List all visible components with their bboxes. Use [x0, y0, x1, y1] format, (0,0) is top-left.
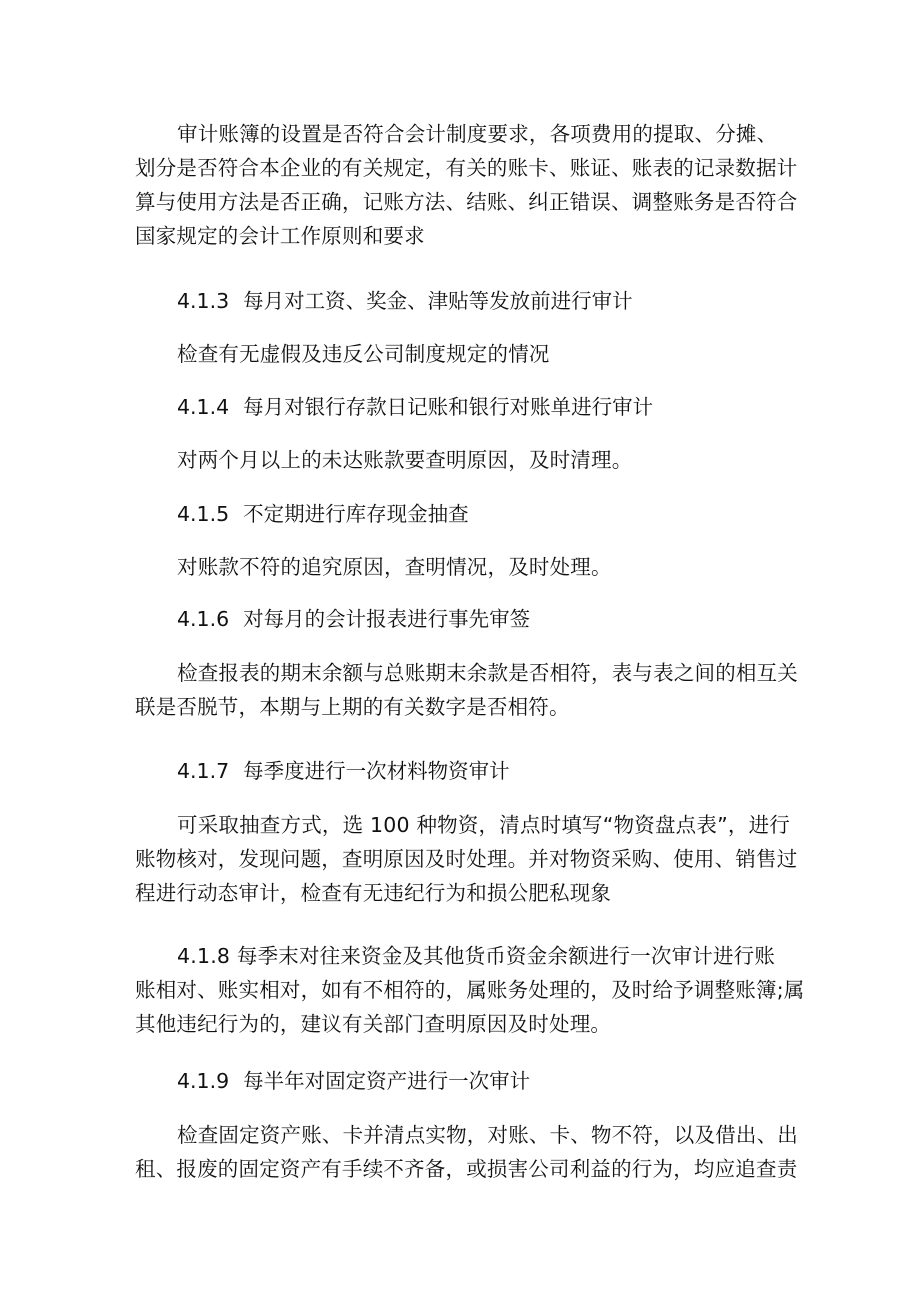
section-number: 4.1.7 — [177, 759, 230, 783]
text-line: 检查有无虚假及违反公司制度规定的情况 — [177, 342, 550, 366]
text-line: 其他违纪行为的，建议有关部门查明原因及时处理。 — [135, 1012, 612, 1036]
section-title: 每半年对固定资产进行一次审计 — [243, 1069, 531, 1093]
section-title: 对每月的会计报表进行事先审签 — [243, 607, 531, 631]
text-line: 算与使用方法是否正确，记账方法、结账、纠正错误、调整账务是否符合 — [135, 190, 798, 214]
paragraph-account-books-audit — [135, 117, 798, 253]
text-line: 划分是否符合本企业的有关规定，有关的账卡、账证、账表的记录数据计 — [135, 156, 798, 180]
section-number: 4.1.9 — [177, 1069, 230, 1093]
paragraph-4-1-3-body — [135, 337, 785, 371]
text-line: 检查报表的期末余额与总账期末余款是否相符，表与表之间的相互关 — [177, 661, 798, 685]
section-title: 每月对工资、奖金、津贴等发放前进行审计 — [243, 289, 633, 313]
paragraph-4-1-4-body — [135, 443, 785, 477]
paragraph-4-1-6-body — [135, 656, 798, 724]
text-line: 账物核对，发现问题，查明原因及时处理。并对物资采购、使用、销售过 — [135, 847, 798, 871]
section-heading-4-1-7 — [177, 754, 510, 788]
text-line: 对账款不符的追究原因，查明情况，及时处理。 — [177, 555, 612, 579]
section-heading-4-1-5 — [177, 497, 469, 531]
text-line: 检查固定资产账、卡并清点实物，对账、卡、物不符，以及借出、出 — [177, 1123, 798, 1147]
paragraph-4-1-7-body — [135, 808, 798, 910]
section-heading-4-1-6 — [177, 602, 530, 636]
section-title: 不定期进行库存现金抽查 — [243, 502, 469, 526]
text-line: 程进行动态审计，检查有无违纪行为和损公肥私现象 — [135, 881, 612, 905]
section-heading-4-1-3 — [177, 284, 633, 318]
text-line: 国家规定的会计工作原则和要求 — [135, 224, 425, 248]
section-title: 每月对银行存款日记账和银行对账单进行审计 — [243, 395, 654, 419]
section-number: 4.1.6 — [177, 607, 230, 631]
section-title: 每季度进行一次材料物资审计 — [243, 759, 510, 783]
paragraph-4-1-9-body — [135, 1118, 798, 1186]
section-heading-4-1-4 — [177, 390, 653, 424]
section-number: 4.1.3 — [177, 289, 230, 313]
text-line: 可采取抽查方式，选 100 种物资，清点时填写“物资盘点表”，进行 — [177, 813, 790, 837]
paragraph-4-1-8 — [135, 939, 805, 1041]
paragraph-4-1-5-body — [135, 550, 785, 584]
text-line: 对两个月以上的未达账款要查明原因，及时清理。 — [177, 448, 633, 472]
text-line: 账相对、账实相对，如有不相符的，属账务处理的，及时给予调整账簿;属 — [135, 978, 805, 1002]
section-heading-4-1-9 — [177, 1064, 530, 1098]
section-number: 4.1.5 — [177, 502, 230, 526]
text-line: 租、报废的固定资产有手续不齐备，或损害公司利益的行为，均应追查责 — [135, 1157, 798, 1181]
text-line: 审计账簿的设置是否符合会计制度要求，各项费用的提取、分摊、 — [177, 122, 778, 146]
section-number: 4.1.4 — [177, 395, 230, 419]
text-line: 联是否脱节，本期与上期的有关数字是否相符。 — [135, 695, 570, 719]
text-line: 4.1.8 每季末对往来资金及其他货币资金余额进行一次审计进行账 — [177, 944, 776, 968]
